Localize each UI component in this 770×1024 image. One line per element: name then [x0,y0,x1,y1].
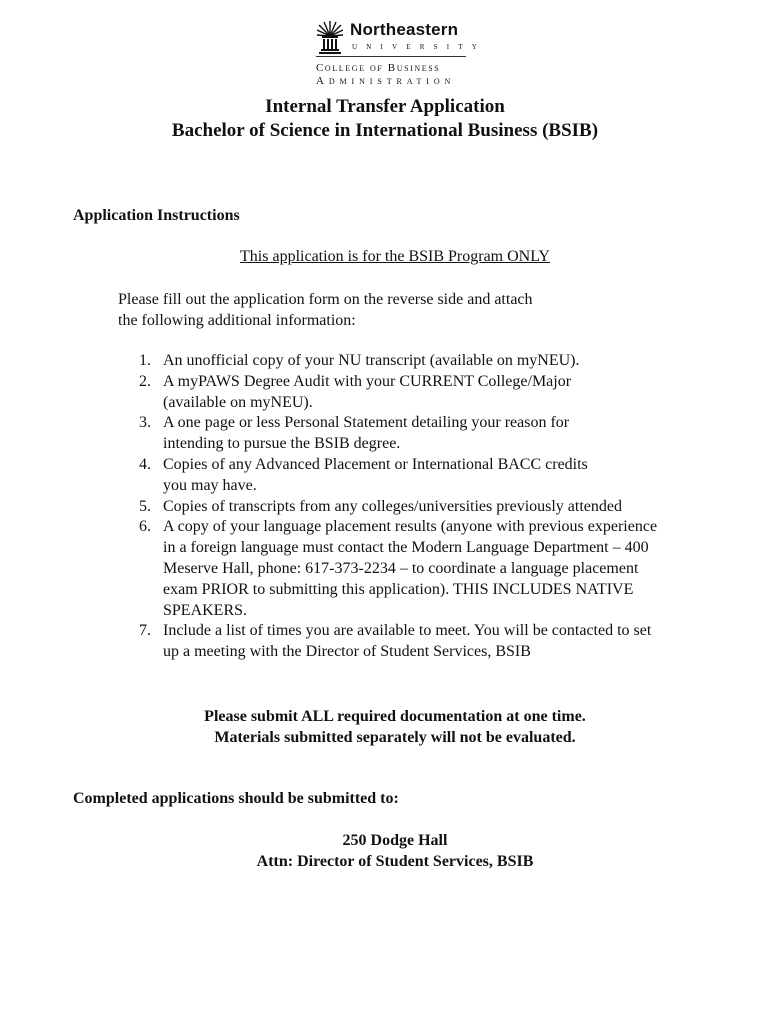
list-item-text: Copies of any Advanced Placement or International BACC credits [163,455,588,473]
warning-line-1: Please submit ALL required documentation at one time. [204,708,586,725]
list-item-text: A copy of your language placement results (anyone with previous experience [163,518,658,536]
submission-warning [0,706,770,748]
list-item-text: A myPAWS Degree Audit with your CURRENT College/Major [163,372,572,390]
logo-college-text1: College of Business [316,62,441,74]
list-item-text: exam PRIOR to submitting this application). THIS INCLUDES NATIVE [163,580,634,598]
logo-college-line2 [316,75,455,88]
list-item-number: 1. [139,352,151,369]
instructions-heading: Application Instructions [73,207,240,224]
list-item-text: in a foreign language must contact the Modern Language Department – 400 [163,539,649,557]
logo-divider [316,56,466,57]
list-item [139,351,719,372]
list-item [139,455,719,497]
submit-heading: Completed applications should be submitted to: [73,790,399,807]
list-item-text: Meserve Hall, phone: 617-373-2234 – to coordinate a language placement [163,559,639,577]
title-line-2: Bachelor of Science in International Business (BSIB) [171,120,599,141]
address-line-1: 250 Dodge Hall [342,832,448,849]
title-line-1: Internal Transfer Application [265,96,505,117]
list-item-text: SPEAKERS. [163,601,248,619]
list-item [139,517,719,621]
list-item [139,621,719,663]
document-title [0,95,770,143]
logo-university-sub: UNIVERSITY [352,43,486,51]
list-item-number: 6. [139,518,151,536]
list-item [139,372,719,414]
logo-university-name: Northeastern [350,20,459,39]
intro-paragraph [118,289,678,331]
requirements-list [139,351,719,663]
list-item-text: you may have. [163,476,257,494]
list-item-text: intending to pursue the BSIB degree. [163,435,401,453]
list-item-number: 4. [139,455,151,473]
list-item [139,497,719,518]
university-logo [316,20,486,90]
list-item [139,413,719,455]
address-line-2: Attn: Director of Student Services, BSIB [256,853,534,870]
northeastern-sunburst-icon [316,20,344,54]
list-item-text: up a meeting with the Director of Student Services, BSIB [163,643,531,661]
list-item-text: Include a list of times you are available to meet. You will be contacted to set [163,622,652,640]
warning-line-2: Materials submitted separately will not be evaluated. [214,729,576,746]
logo-college-line1 [316,62,440,75]
list-item-text: An unofficial copy of your NU transcript (available on myNEU). [163,352,580,369]
logo-college-text2: Administration [316,75,456,87]
list-item-text: (available on myNEU). [163,393,313,411]
intro-line-1: Please fill out the application form on the reverse side and attach [118,291,533,308]
list-item-number: 5. [139,497,151,515]
list-item-text: Copies of transcripts from any colleges/universities previously attended [163,497,622,515]
list-item-number: 7. [139,622,151,640]
intro-line-2: the following additional information: [118,312,356,329]
list-item-text: A one page or less Personal Statement detailing your reason for [163,414,570,432]
program-notice: This application is for the BSIB Program ONLY [240,248,550,265]
submission-address [0,830,770,872]
list-item-number: 3. [139,414,151,432]
list-item-number: 2. [139,372,151,390]
